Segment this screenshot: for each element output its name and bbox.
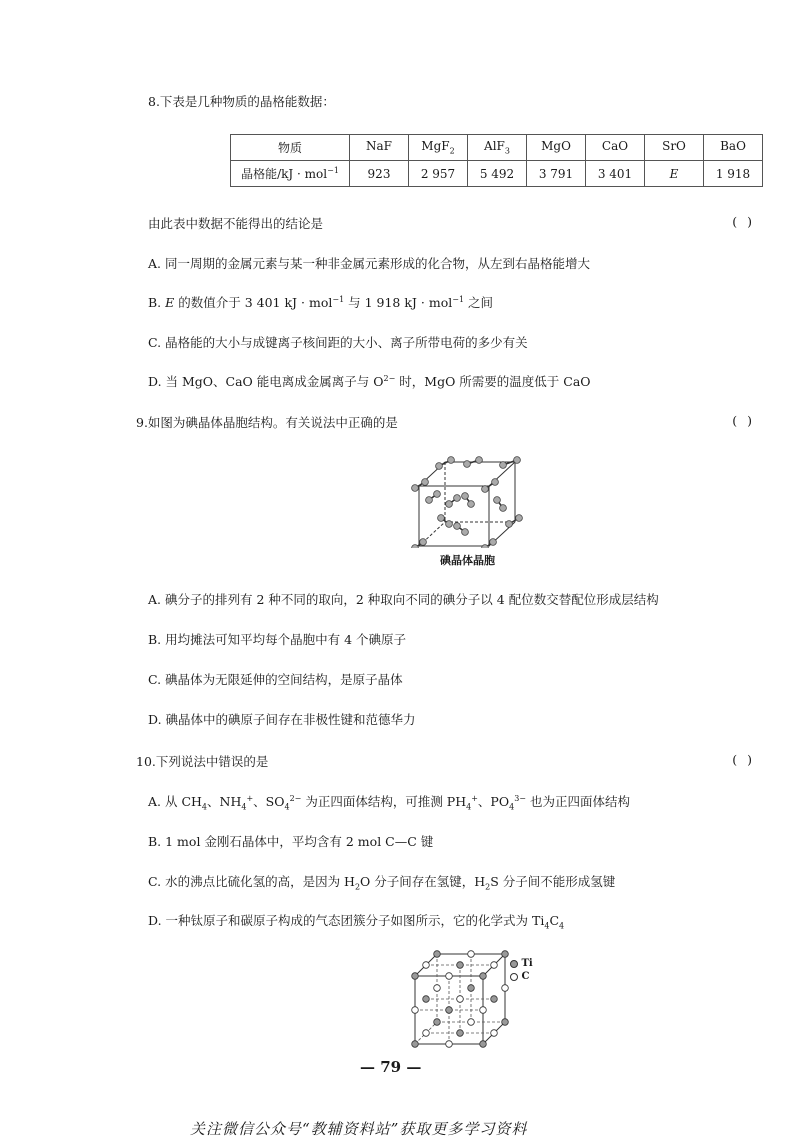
q8-option-c: C. 晶格能的大小与成键离子核间距的大小、离子所带电荷的多少有关 [148, 335, 528, 350]
q10-answer-paren: () [732, 752, 762, 767]
q9-option-b: B. 用均摊法可知平均每个晶胞中有 4 个碘原子 [148, 632, 407, 647]
q9-answer-paren: () [732, 413, 762, 428]
q10-stem: 10.下列说法中错误的是 [136, 754, 269, 769]
legend-ti [510, 958, 533, 969]
ti-atom-icon [510, 960, 518, 968]
q10-option-b: B. 1 mol 金刚石晶体中，平均含有 2 mol C—C 键 [148, 834, 434, 849]
table-cell-value: 5 492 [468, 161, 527, 187]
ti-c-cluster-figure [405, 948, 525, 1048]
table-cell-value: 2 957 [409, 161, 468, 187]
iodine-unit-cell-figure [405, 452, 535, 548]
q10-option-d: D. 一种钛原子和碳原子构成的气态团簇分子如图所示，它的化学式为 $Ti_4C_4$ [148, 913, 565, 931]
table-cell-value: 3 401 [586, 161, 645, 187]
table-cell-formula: MgO [527, 135, 586, 161]
table-cell-value: E [645, 161, 704, 187]
legend-c [510, 971, 529, 982]
lattice-energy-table [230, 134, 763, 187]
page-number: — 79 — [360, 1058, 422, 1076]
q10-option-c: C. 水的沸点比硫化氢的高，是因为 $H_2O$ 分子间存在氢键，$H_2S$ 分子间不能形成氢键 [148, 874, 616, 892]
q8-question: 由此表中数据不能得出的结论是 [148, 216, 324, 231]
table-cell-value: 3 791 [527, 161, 586, 187]
table-cell-formula: NaF [350, 135, 409, 161]
q8-option-a: A. 同一周期的金属元素与某一种非金属元素形成的化合物，从左到右晶格能增大 [148, 256, 590, 271]
table-cell-formula: BaO [704, 135, 763, 161]
q9-option-c: C. 碘晶体为无限延伸的空间结构，是原子晶体 [148, 672, 403, 687]
q8-stem: 8.下表是几种物质的晶格能数据： [148, 94, 335, 109]
table-row-substance [231, 135, 763, 161]
q10-option-a: A. 从 $CH_4$、$NH_4^+$、$SO_4^{2-}$ 为正四面体结构，可推测 $PH_4^+$、$PO_4^{3-}$ 也为正四面体结构 [148, 793, 630, 812]
table-cell-formula: AlF$_3$ [468, 135, 527, 161]
q8-option-b: B. E 的数值介于 3 401 kJ · mol$^{-1}$ 与 1 918 kJ · mol$^{-1}$ 之间 [148, 294, 494, 310]
footer-notice: 关注微信公众号“教辅资料站”获取更多学习资料 [190, 1120, 528, 1138]
q9-figure-caption: 碘晶体晶胞 [440, 554, 495, 567]
table-cell-formula: MgF$_2$ [409, 135, 468, 161]
q9-option-d: D. 碘晶体中的碘原子间存在非极性键和范德华力 [148, 712, 416, 727]
q8-option-d: D. 当 MgO、CaO 能电离成金属离子与 $O^{2-}$ 时，MgO 所需要的温度低于 CaO [148, 373, 591, 389]
table-cell-formula: CaO [586, 135, 645, 161]
legend-c-label: C [521, 971, 530, 982]
c-atom-icon [510, 973, 518, 981]
table-cell-formula: SrO [645, 135, 704, 161]
q9-stem: 9.如图为碘晶体晶胞结构。有关说法中正确的是 [136, 415, 398, 430]
table-row-energy [231, 161, 763, 187]
legend-ti-label: Ti [521, 958, 533, 969]
table-header-energy: 晶格能/kJ · mol$^{-1}$ [231, 161, 350, 187]
table-cell-value: 1 918 [704, 161, 763, 187]
table-header-substance: 物质 [231, 135, 350, 161]
table-cell-value: 923 [350, 161, 409, 187]
q8-answer-paren: () [732, 214, 762, 229]
q9-option-a: A. 碘分子的排列有 2 种不同的取向，2 种取向不同的碘分子以 4 配位数交替配位形成层结构 [148, 592, 659, 607]
